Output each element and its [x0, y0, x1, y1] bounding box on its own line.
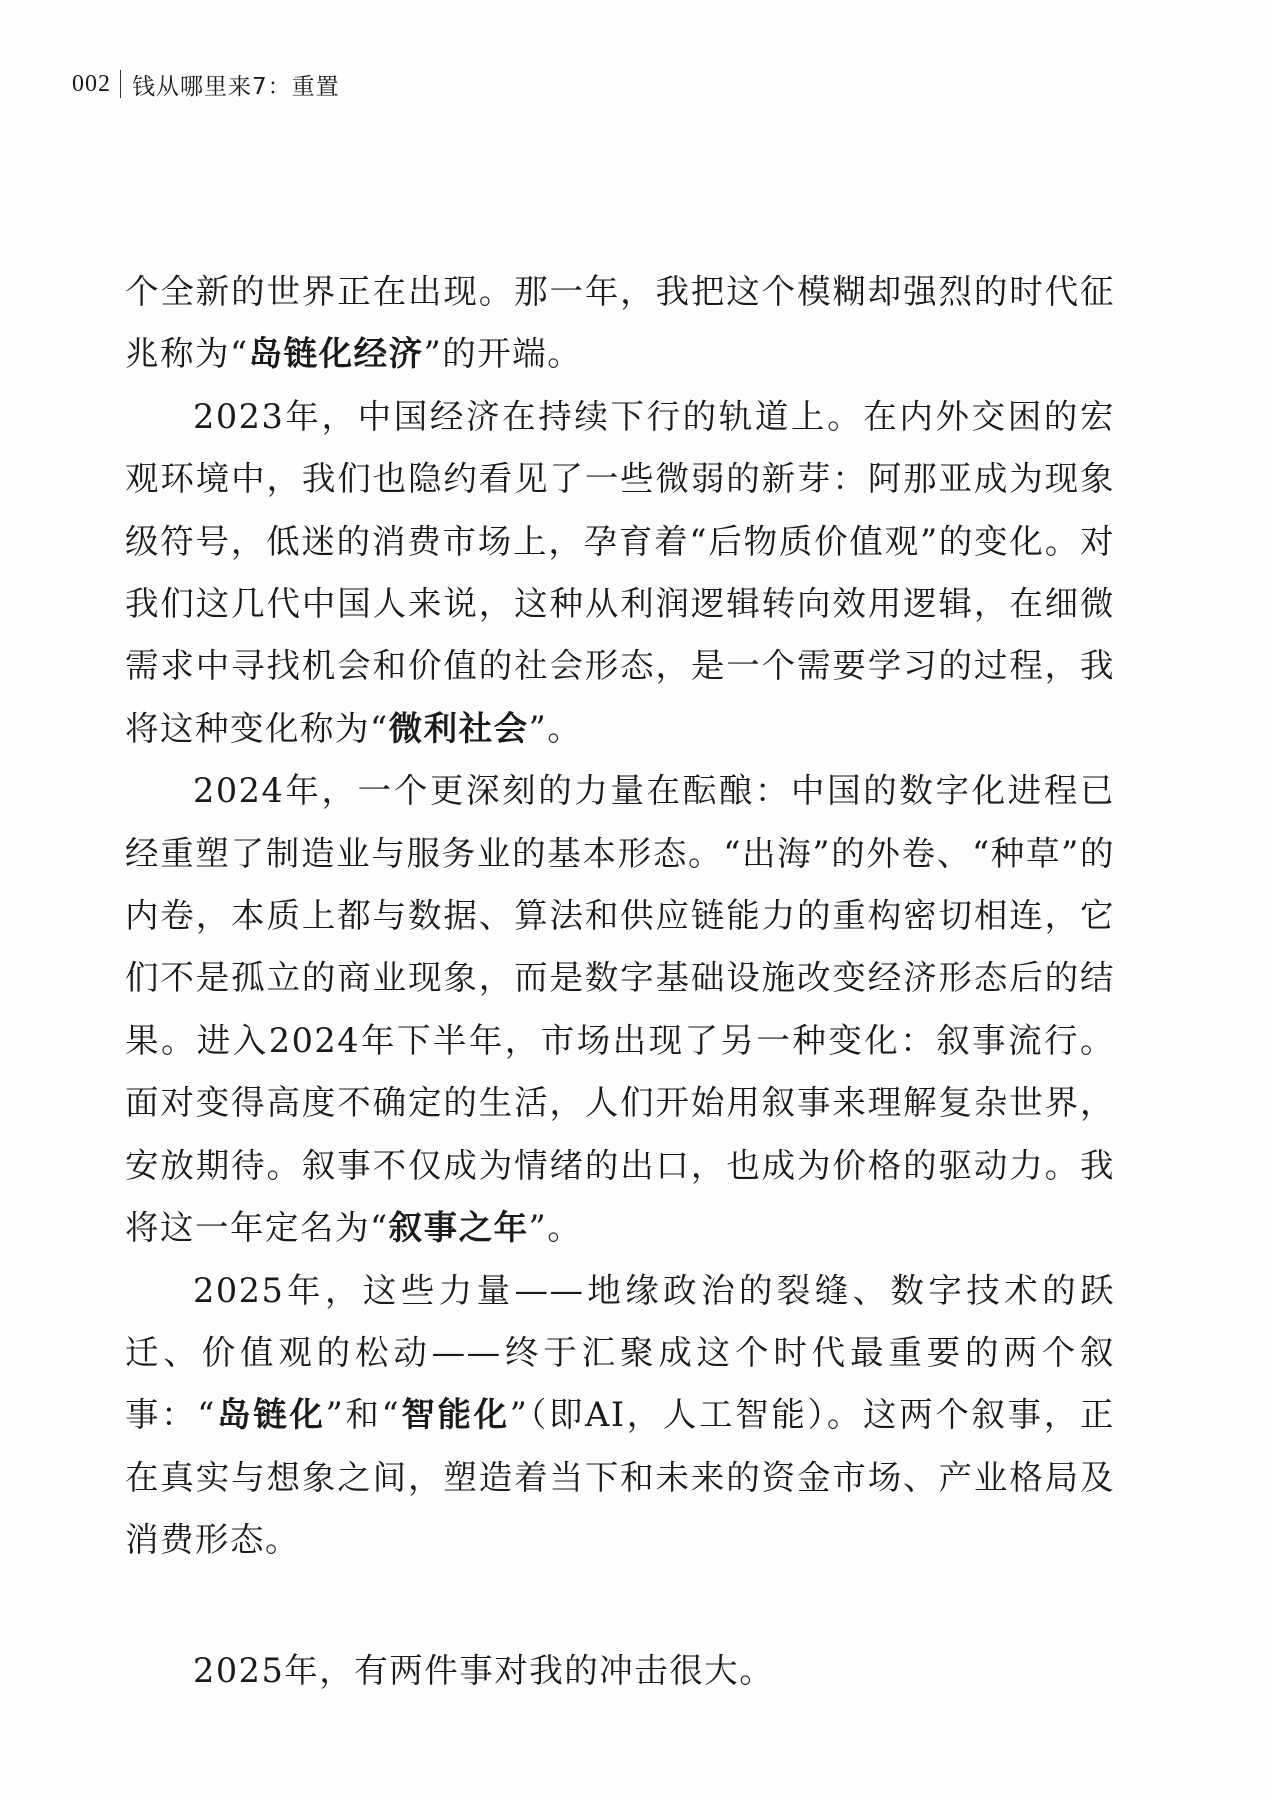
header-divider	[120, 70, 121, 98]
body-text	[125, 261, 1115, 1572]
book-title: 钱从哪里来7：重置	[132, 73, 340, 100]
text-run: ”。	[528, 1208, 583, 1248]
text-run: 2025年，这些力量——地缘政治的裂缝、数字技术的跃迁、价值观的松动——终于汇聚成这个时代最重要的两个叙事：“	[125, 1270, 1115, 1435]
emphasized-term: 微利社会	[388, 708, 529, 748]
text-run: 2024年，一个更深刻的力量在酝酿：中国的数字化进程已经重塑了制造业与服务业的基本形态。“出海”的外卷、“种草”的内卷，本质上都与数据、算法和供应链能力的重构密切相连，它们不是孤立的商业现象，而是数字基础设施改变经济形态后的结果。进入2024年下半年，市场出现了另一种变化：叙事流行。面对变得高度不确定的生活，人们开始用叙事来理解复杂世界，安放期待。叙事不仅成为情绪的出口，也成为价格的驱动力。我将这一年定名为“	[125, 771, 1115, 1248]
paragraph	[125, 760, 1115, 1259]
running-head	[72, 64, 340, 104]
page-number: 002	[72, 70, 111, 97]
text-run: ”的开端。	[423, 334, 583, 374]
text-run: ”和“	[325, 1395, 401, 1435]
text-run: 2023年，中国经济在持续下行的轨道上。在内外交困的宏观环境中，我们也隐约看见了一些微弱的新芽：阿那亚成为现象级符号，低迷的消费市场上，孕育着“后物质价值观”的变化。对我们这几代中国人来说，这种从利润逻辑转向效用逻辑，在细微需求中寻找机会和价值的社会形态，是一个需要学习的过程，我将这种变化称为“	[125, 396, 1115, 748]
text-run: ”。	[528, 708, 583, 748]
text-run: 个全新的世界正在出现。那一年，我把这个模糊却强烈的时代征兆称为“	[125, 272, 1115, 374]
closing-paragraph: 2025年，有两件事对我的冲击很大。	[193, 1651, 775, 1690]
paragraph	[125, 386, 1115, 760]
paragraph	[125, 1260, 1115, 1572]
emphasized-term: 叙事之年	[388, 1208, 529, 1248]
emphasized-term: 岛链化	[215, 1395, 326, 1435]
text-run: ”（即AI，人工智能）。这两个叙事，正在真实与想象之间，塑造着当下和未来的资金市场、产业格局及消费形态。	[125, 1395, 1115, 1560]
emphasized-term: 岛链化经济	[248, 334, 424, 374]
paragraph	[125, 261, 1115, 386]
emphasized-term: 智能化	[400, 1395, 510, 1435]
